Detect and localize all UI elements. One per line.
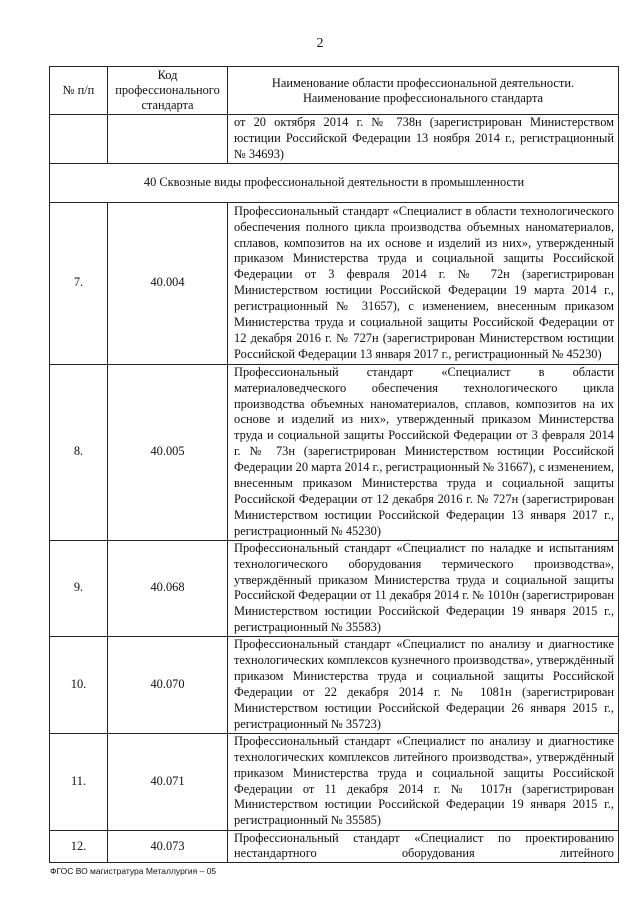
row-code: 40.070 [108, 637, 228, 733]
row-text: Профессиональный стандарт «Специалист по анализу и диагностике технологических комплексов кузнечного производства», утверждённый приказом Министерства труда и социальной защиты Российской Федерации от 22 декабря 2014 г. № 1081н (зарегистрирован Министерством юстиции Российской Федерации 26 января 2015 г., регистрационный № 35723) [228, 637, 619, 733]
header-name-line1: Наименование области профессиональной деятельности. [271, 75, 575, 90]
row-num: 12. [50, 830, 108, 863]
row-num: 9. [50, 540, 108, 636]
table-row [50, 540, 619, 636]
section-row [50, 163, 619, 202]
row-text: Профессиональный стандарт «Специалист по проектированию нестандартного оборудования литейного [228, 830, 619, 863]
table-row [50, 364, 619, 540]
section-title: 40 Сквозные виды профессиональной деятельности в промышленности [50, 163, 619, 202]
row-num: 8. [50, 364, 108, 540]
row-code: 40.073 [108, 830, 228, 863]
table-row [50, 733, 619, 830]
row-text: Профессиональный стандарт «Специалист по наладке и испытаниям технологического оборудования термического производства», утверждённый приказом Министерства труда и социальной защиты Российской Федерации от 11 декабря 2014 г. № 1010н (зарегистрирован Министерством юстиции Российской Федерации 19 января 2015 г., регистрационный № 35583) [228, 540, 619, 636]
continuation-text: от 20 октября 2014 г. № 738н (зарегистрирован Министерством юстиции Российской Федерации 13 ноября 2014 г., регистрационный № 34693) [228, 115, 619, 164]
document-footer: ФГОС ВО магистратура Металлургия – 05 [50, 866, 217, 876]
row-code: 40.071 [108, 733, 228, 830]
header-code: Код профессионального стандарта [108, 67, 228, 115]
page-number: 2 [316, 36, 324, 51]
row-code: 40.004 [108, 202, 228, 364]
header-name [228, 67, 619, 115]
table-row [50, 202, 619, 364]
table-row [50, 830, 619, 863]
row-code: 40.005 [108, 364, 228, 540]
row-text: Профессиональный стандарт «Специалист в области технологического обеспечения полного цикла производства объемных наноматериалов, сплавов, композитов на их основе и изделий из них», утвержденный приказом Министерства труда и социальной защиты Российской Федерации от 3 февраля 2014 г. № 72н (зарегистрирован Министерством юстиции Российской Федерации 19 марта 2014 г., регистрационный № 31657), с изменением, внесенным приказом Министерства труда и социальной защиты Российской Федерации от 12 декабря 2016 г. № 727н (зарегистрирован Министерством юстиции Российской Федерации 13 января 2017 г., регистрационный № 45230) [228, 202, 619, 364]
table-header-row [50, 67, 619, 115]
row-num: 10. [50, 637, 108, 733]
row-text: Профессиональный стандарт «Специалист в области материаловедческого обеспечения технологического цикла производства объемных наноматериалов, сплавов, композитов на их основе и изделий из них», утвержденный приказом Министерства труда и социальной защиты Российской Федерации от 3 февраля 2014 г. № 73н (зарегистрирован Министерством юстиции Российской Федерации 20 марта 2014 г., регистрационный № 31667), с изменением, внесенным приказом Министерства труда и социальной защиты Российской Федерации от 12 декабря 2016 г. № 727н (зарегистрирован Министерством юстиции Российской Федерации 13 января 2017 г., регистрационный № 45230) [228, 364, 619, 540]
table-row [50, 637, 619, 733]
row-code: 40.068 [108, 540, 228, 636]
row-text: Профессиональный стандарт «Специалист по анализу и диагностике технологических комплексов литейного производства», утверждённый приказом Министерства труда и социальной защиты Российской Федерации от 11 декабря 2014 г. № 1017н (зарегистрирован Министерством юстиции Российской Федерации 19 января 2015 г., регистрационный № 35585) [228, 733, 619, 830]
header-num: № п/п [50, 67, 108, 115]
header-name-line2: Наименование профессионального стандарта [302, 90, 544, 105]
row-num: 7. [50, 202, 108, 364]
row-num: 11. [50, 733, 108, 830]
professional-standards-table [49, 66, 619, 863]
table-row-continuation [50, 115, 619, 164]
